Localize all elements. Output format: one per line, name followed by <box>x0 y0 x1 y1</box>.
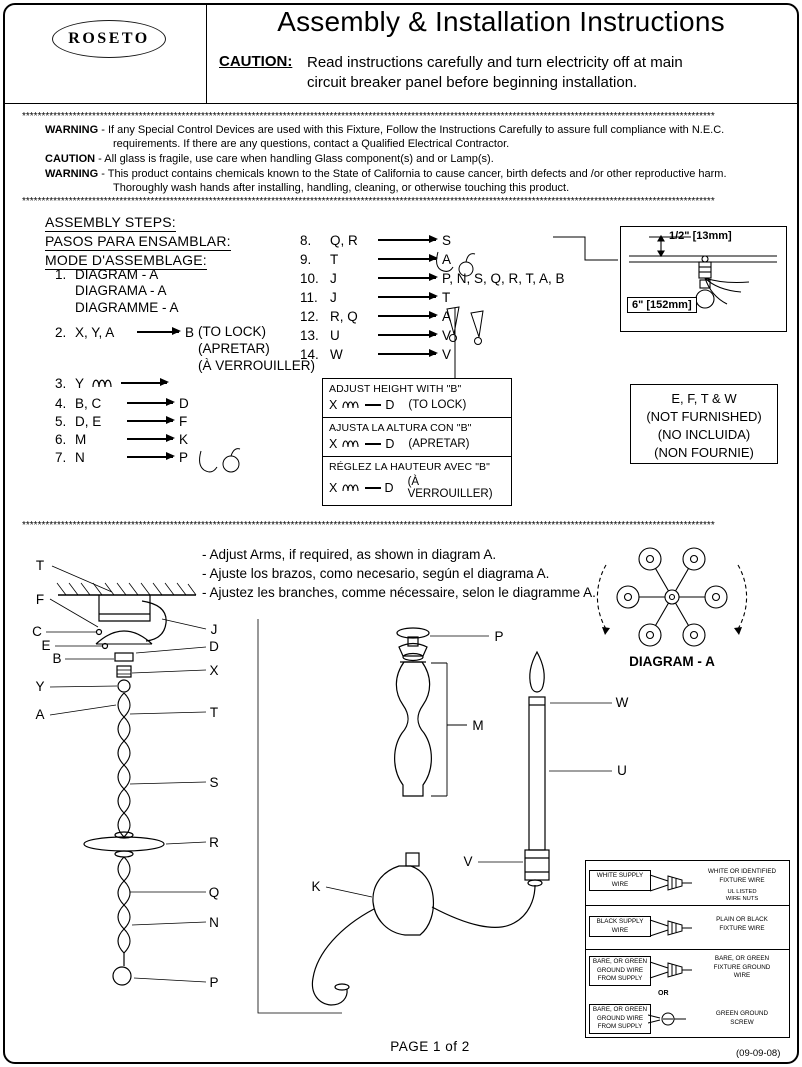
assembly-step-12 <box>300 308 451 324</box>
part-label-t-right: T <box>209 705 219 720</box>
step-number: 8. <box>300 232 312 248</box>
height-adjust-title: AJUSTA LA ALTURA CON "B" <box>329 422 472 434</box>
warning-text: - This product contains chemicals known to the State of California to cause cancer, birth defects and /or other reproductive harm. <box>101 168 727 180</box>
height-adjust-row-es <box>323 418 511 457</box>
formula-note: (À VERROUILLER) <box>407 476 493 500</box>
arrow-icon <box>378 239 436 240</box>
assembly-step-10 <box>300 270 565 286</box>
step-2-note-es: (APRETAR) <box>198 341 270 356</box>
mounting-hardware-sketch <box>621 227 786 330</box>
step-number: 4. <box>55 395 67 411</box>
heading-assembly-steps-es: PASOS PARA ENSAMBLAR: <box>45 233 231 249</box>
left-arm-sketch <box>312 909 374 1005</box>
warning-item-2 <box>45 168 727 180</box>
height-adjust-title: RÉGLEZ LA HAUTEUR AVEC "B" <box>329 461 490 473</box>
dash-line <box>365 443 381 444</box>
step-from: T <box>330 251 339 267</box>
step-to: A <box>442 251 452 267</box>
fixture-wire-label: WHITE OR IDENTIFIED <box>707 868 777 875</box>
coil-icon <box>341 399 361 411</box>
warning-label: WARNING <box>45 168 99 180</box>
supply-wire-label: WIRE <box>611 926 629 934</box>
header-divider <box>206 5 207 103</box>
step-from: W <box>330 346 343 362</box>
arrow-icon <box>121 382 167 383</box>
part-label-c: C <box>32 624 42 639</box>
supply-wire-label: GROUND WIRE <box>596 1014 644 1022</box>
part-label-e: E <box>41 638 51 653</box>
step-number: 7. <box>55 449 67 465</box>
assembly-step-9 <box>300 251 451 267</box>
step-from: Q, R <box>330 232 358 248</box>
caution-item-text: - All glass is fragile, use care when handling Glass component(s) and or Lamp(s). <box>98 153 494 165</box>
arrow-icon <box>137 331 179 332</box>
part-label-v: V <box>463 854 473 869</box>
assembly-step-8 <box>300 232 451 248</box>
coil-icon <box>341 482 361 494</box>
wiring-row-ground <box>586 949 789 991</box>
body-k-sketch <box>373 866 434 935</box>
step-to: V <box>442 346 452 362</box>
part-label-n: N <box>209 915 219 930</box>
socket-sketch <box>525 850 549 880</box>
bottom-loop-sketch <box>113 967 131 985</box>
supply-wire-label: WHITE SUPPLY <box>596 872 644 879</box>
step-to: P, N, S, Q, R, T, A, B <box>442 270 565 286</box>
footer-date-code: (09-09-08) <box>736 1048 781 1059</box>
not-furnished-parts: E, F, T & W <box>671 391 737 406</box>
formula-note: (APRETAR) <box>408 438 470 450</box>
fixture-wire-label: FIXTURE WIRE <box>719 924 765 932</box>
step-number: 2. <box>55 324 67 340</box>
warning-item-1-cont: requirements. If there are any questions, contact a Qualified Electrical Contractor. <box>113 138 510 150</box>
arrow-icon <box>127 420 173 421</box>
supply-wire-label: WIRE <box>611 880 629 888</box>
fixture-wire-label: WIRE <box>733 972 751 979</box>
step-number: 3. <box>55 375 67 391</box>
not-furnished-box <box>630 384 778 464</box>
caution-item <box>45 153 494 165</box>
part-label-b: B <box>52 651 62 666</box>
fixture-wire-label: PLAIN OR BLACK <box>716 916 768 923</box>
step-number: 12. <box>300 308 319 324</box>
wiring-guide-box <box>585 860 790 1038</box>
assembly-step-5 <box>55 413 187 429</box>
star-separator: ********************************************************************************************************************************************************************************** <box>22 111 715 122</box>
arrow-icon <box>378 277 436 278</box>
connector-line <box>553 237 618 260</box>
step-from: D, E <box>75 413 102 429</box>
step-from: M <box>75 431 87 447</box>
adjust-arms-note-en: - Adjust Arms, if required, as shown in diagram A. <box>202 547 497 562</box>
formula-d: D <box>385 398 395 412</box>
fixture-wire-label: SCREW <box>730 1018 754 1026</box>
assembly-step-4 <box>55 395 189 411</box>
roseto-logo <box>52 20 166 58</box>
height-adjust-row-en <box>323 379 511 418</box>
page-title: Assembly & Installation Instructions <box>277 6 725 37</box>
candle-sleeve-sketch <box>529 697 545 850</box>
adjust-arms-note-fr: - Ajustez les branches, comme nécessaire, selon le diagramme A. <box>202 585 596 600</box>
ground-screw-icon <box>648 1007 688 1031</box>
wire-nut-note: UL LISTED <box>727 889 757 895</box>
step-text: DIAGRAM - A <box>75 266 159 282</box>
leader-lines <box>46 566 612 1013</box>
step-to: B <box>185 324 195 340</box>
step-number: 9. <box>300 251 312 267</box>
step-to: K <box>179 431 189 447</box>
caution-label: CAUTION: <box>219 53 293 70</box>
assembly-step-3 <box>55 375 173 391</box>
height-adjust-box <box>322 378 512 506</box>
step-number: 13. <box>300 327 319 343</box>
dash-line <box>365 404 381 405</box>
caution-item-label: CAUTION <box>45 153 96 165</box>
fixture-wire-label: GREEN GROUND <box>715 1010 769 1017</box>
star-separator: ********************************************************************************************************************************************************************************** <box>22 196 715 207</box>
header-rule <box>5 103 797 104</box>
step-from: N <box>75 449 85 465</box>
arrow-icon <box>378 296 436 297</box>
step-number: 6. <box>55 431 67 447</box>
part-label-k: K <box>311 879 321 894</box>
center-column-sketch <box>312 628 542 1005</box>
part-label-q: Q <box>208 885 220 900</box>
step-2-note-en: (TO LOCK) <box>198 324 267 339</box>
arrow-icon <box>378 353 436 354</box>
assembly-step-1-fr: DIAGRAMME - A <box>75 300 179 315</box>
part-label-j: J <box>210 622 218 637</box>
caution-text <box>307 53 777 93</box>
step-from: B, C <box>75 395 102 411</box>
formula-x: X <box>329 437 338 451</box>
step-to: F <box>179 413 188 429</box>
warning-item-2-cont: Thoroughly wash hands after installing, handling, cleaning, or otherwise touching this product. <box>113 182 570 194</box>
arrow-icon <box>378 315 436 316</box>
warning-item-1 <box>45 124 724 136</box>
part-label-y: Y <box>35 679 45 694</box>
assembly-step-13 <box>300 327 451 343</box>
assembly-step-2 <box>55 324 194 340</box>
formula-x: X <box>329 481 338 495</box>
braided-wire-sketch <box>118 693 130 953</box>
step-from: J <box>330 270 337 286</box>
supply-wire-label: BLACK SUPPLY <box>596 918 644 925</box>
right-arm-sketch <box>432 885 535 927</box>
step-number: 1. <box>55 266 67 282</box>
arrow-icon <box>127 456 173 457</box>
fixture-wire-label: BARE, OR GREEN <box>714 955 770 962</box>
or-label: OR <box>658 990 669 997</box>
step-to: V <box>442 327 452 343</box>
arrow-icon <box>127 438 173 439</box>
caution-line2: circuit breaker panel before beginning installation. <box>307 74 638 91</box>
part-label-f: F <box>35 592 45 607</box>
supply-wire-label: BARE, OR GREEN <box>592 1006 648 1013</box>
step-from: R, Q <box>330 308 358 324</box>
not-furnished-en: (NOT FURNISHED) <box>646 409 762 424</box>
part-label-w: W <box>615 695 629 710</box>
part-label-p-bottom: P <box>209 975 219 990</box>
height-adjust-title: ADJUST HEIGHT WITH "B" <box>329 383 462 395</box>
step-number: 10. <box>300 270 319 286</box>
dash-line <box>365 487 381 488</box>
supply-wire-label: FROM SUPPLY <box>597 975 643 982</box>
step-to: S <box>442 232 452 248</box>
arrow-icon <box>378 258 436 259</box>
step-from: X, Y, A <box>75 324 115 340</box>
caution-line1: Read instructions carefully and turn electricity off at main <box>307 54 683 71</box>
wiring-row-ground-screw <box>586 1001 789 1037</box>
canopy-sketch <box>96 631 152 644</box>
formula-d: D <box>384 481 394 495</box>
adjust-arms-note-es: - Ajuste los brazos, como necesario, según el diagrama A. <box>202 566 550 581</box>
supply-wire-label: BARE, OR GREEN <box>592 958 648 965</box>
warning-text: - If any Special Control Devices are used with this Fixture, Follow the Instructions Carefully to assure full compliance with N.E.C. <box>101 124 725 136</box>
part-label-s: S <box>209 775 219 790</box>
assembly-step-1 <box>55 266 158 282</box>
warning-label: WARNING <box>45 124 99 136</box>
coil-icon <box>341 438 361 450</box>
part-label-r: R <box>209 835 219 850</box>
bobeche-disc-sketch <box>84 837 164 851</box>
fixture-wire-label: FIXTURE WIRE <box>719 876 765 884</box>
heading-assembly-steps: ASSEMBLY STEPS: <box>45 214 176 230</box>
part-label-m: M <box>472 718 484 733</box>
assembly-step-6 <box>55 431 188 447</box>
wiring-row-black <box>586 905 789 950</box>
part-label-t-top: T <box>35 558 45 573</box>
footer-page-number: PAGE 1 of 2 <box>390 1039 470 1054</box>
measure-six-inch-label: 6" [152mm] <box>627 297 697 313</box>
stem-assembly-sketch <box>57 583 196 985</box>
part-label-a: A <box>35 707 45 722</box>
formula-x: X <box>329 398 338 412</box>
step-number: 11. <box>300 289 318 305</box>
wiring-row-white <box>586 861 789 906</box>
step-from: J <box>330 289 337 305</box>
candle-assembly-sketch <box>525 652 549 880</box>
formula-note: (TO LOCK) <box>408 399 467 411</box>
star-separator: ********************************************************************************************************************************************************************************** <box>22 520 715 531</box>
diagram-a-topview <box>597 548 746 646</box>
step-to: D <box>179 395 189 411</box>
step-from: Y <box>75 375 85 391</box>
assembly-step-1-es: DIAGRAMA - A <box>75 283 167 298</box>
step-from: U <box>330 327 340 343</box>
arrow-icon <box>127 402 173 403</box>
not-furnished-es: (NO INCLUIDA) <box>657 427 751 442</box>
roseto-logo-text: ROSETO <box>68 30 150 47</box>
heading-assembly-steps-fr: MODE D'ASSEMBLAGE: <box>45 252 207 268</box>
formula-d: D <box>385 437 395 451</box>
fixture-wire-label: FIXTURE GROUND <box>713 963 771 971</box>
supply-wire-label: GROUND WIRE <box>596 966 644 974</box>
part-label-u: U <box>617 763 627 778</box>
diagram-a-label: DIAGRAM - A <box>629 654 715 669</box>
step-to: P <box>179 449 189 465</box>
wire-nut-icon <box>648 955 694 985</box>
part-sketch-hooks-2 <box>200 449 240 472</box>
part-label-d: D <box>209 639 219 654</box>
step-number: 14. <box>300 346 319 362</box>
assembly-step-11 <box>300 289 450 305</box>
assembly-step-7 <box>55 449 188 465</box>
assembly-step-14 <box>300 346 451 362</box>
part-sketch-finials <box>447 307 483 345</box>
step-2-note-fr: (À VERROUILLER) <box>198 358 316 373</box>
part-label-x: X <box>209 663 219 678</box>
wire-nut-icon <box>648 868 694 898</box>
wire-nut-icon <box>648 913 694 943</box>
step-number: 5. <box>55 413 67 429</box>
height-adjust-row-fr <box>323 457 511 505</box>
part-label-p-mid: P <box>494 629 504 644</box>
not-furnished-fr: (NON FOURNIE) <box>654 445 754 460</box>
coil-icon <box>91 376 115 390</box>
step-to: A <box>442 308 452 324</box>
measure-half-inch-label: 1/2" [13mm] <box>669 230 732 242</box>
step-to: T <box>442 289 451 305</box>
bulb-sketch <box>530 652 544 692</box>
arrow-icon <box>378 334 436 335</box>
wire-nut-note: WIRE NUTS <box>725 896 759 903</box>
mounting-measure-box <box>620 226 787 332</box>
supply-wire-label: FROM SUPPLY <box>597 1023 643 1030</box>
m-bracket <box>431 663 467 796</box>
